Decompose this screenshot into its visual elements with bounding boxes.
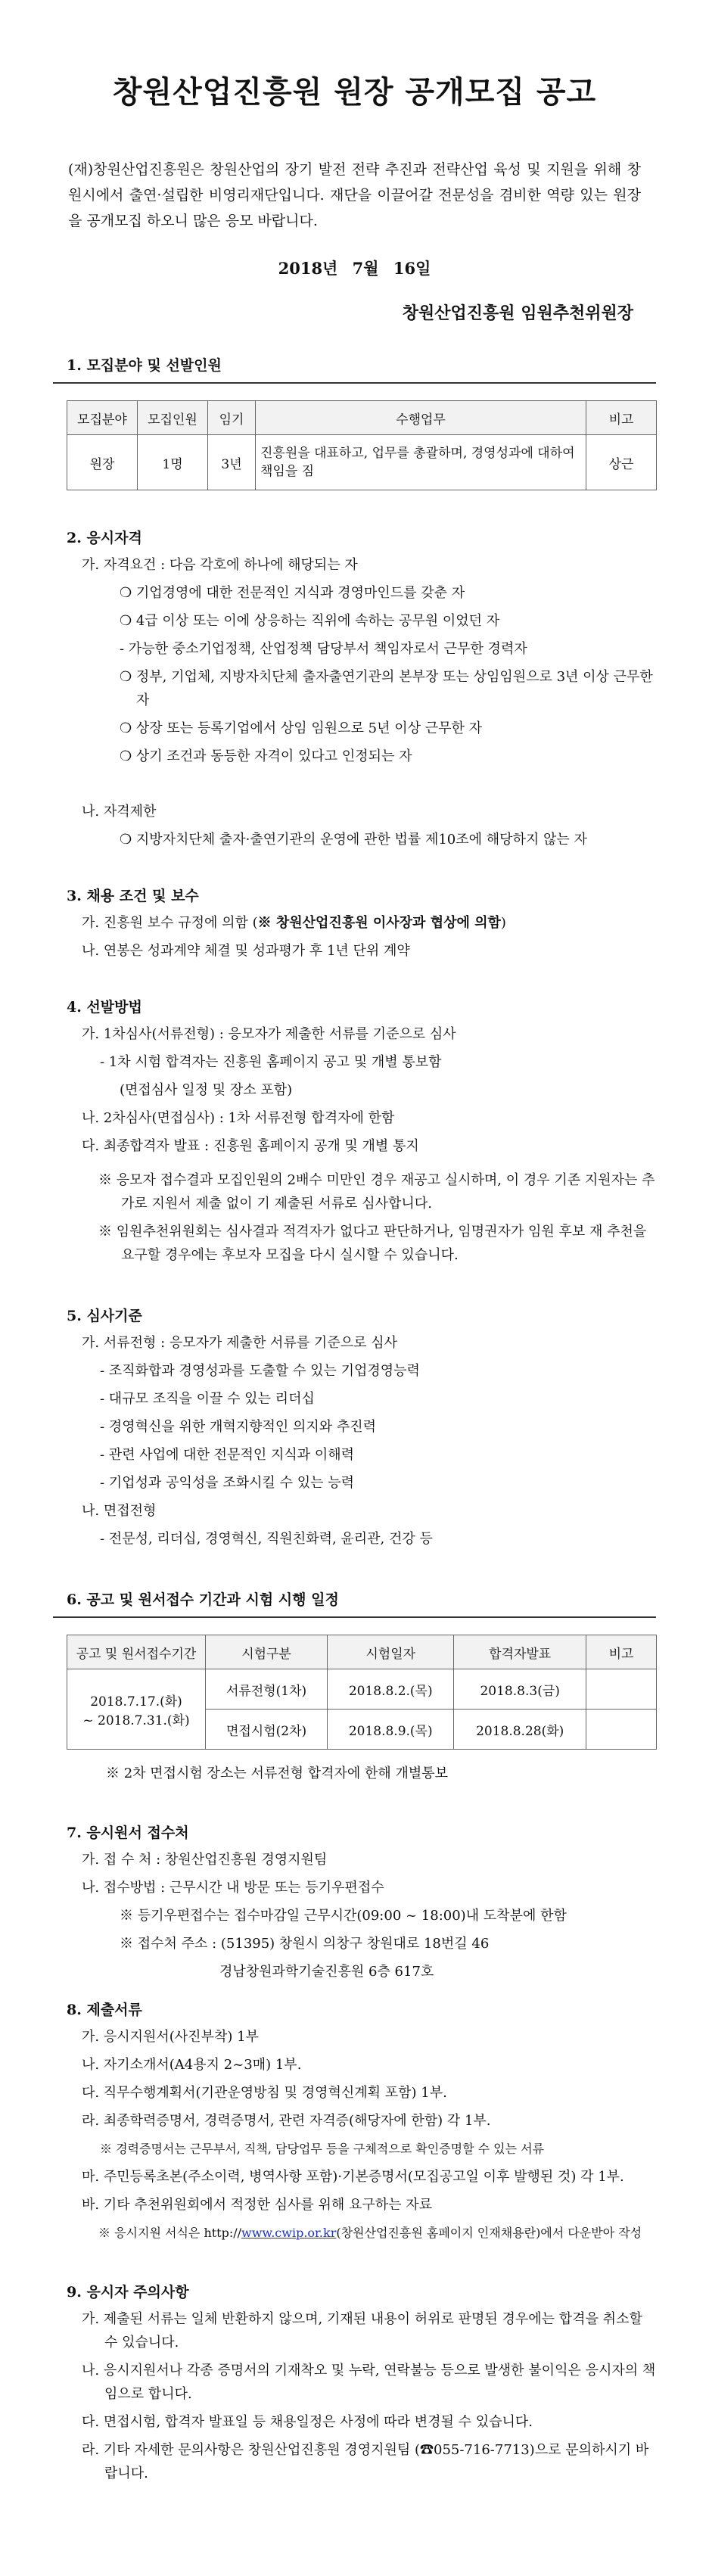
list-item: 나. 면접전형 (82, 1503, 157, 1519)
list-item: 다. 면접시험, 합격자 발표일 등 채용일정은 사정에 따라 변경될 수 있습니다. (82, 2414, 533, 2430)
note: ※ 경력증명서는 근무부서, 직책, 담당업무 등을 구체적으로 확인증명할 수 있는 서류 (100, 2142, 545, 2156)
table-cell: 3년 (208, 435, 256, 490)
col-header: 임기 (208, 401, 256, 435)
table-row (67, 435, 657, 490)
note (53, 2221, 656, 2245)
table-header-row (67, 1635, 657, 1669)
table-row (67, 1669, 657, 1710)
section-heading: 8. 제출서류 (67, 2002, 142, 2018)
list-item: - 전문성, 리더십, 경영혁신, 직원친화력, 윤리관, 건강 등 (100, 1531, 433, 1547)
list-item: 가. 서류전형 : 응모자가 제출한 서류를 기준으로 심사 (82, 1335, 397, 1351)
intro-paragraph: (재)창원산업진흥원은 창원산업의 장기 발전 전략 추진과 전략산업 육성 및 지원을 위해 창원시에서 출연·설립한 비영리재단입니다. 재단을 이끌어갈 전문성을 겸비한 역량 있는 원장을 공개모집 하오니 많은 응모 바랍니다. (68, 161, 641, 229)
section-heading: 7. 응시원서 접수처 (67, 1825, 189, 1841)
table-cell: 상근 (586, 435, 657, 490)
list-item: - 가능한 중소기업정책, 산업정책 담당부서 책임자로서 근무한 경력자 (120, 641, 527, 657)
table-cell: 면접시험(2차) (206, 1710, 328, 1750)
list-item: ❍ 4급 이상 또는 이에 상응하는 직위에 속하는 공무원 이었던 자 (120, 613, 500, 629)
salary-rule (53, 911, 656, 935)
section-cautions (53, 2281, 656, 2485)
list-item: ❍ 상장 또는 등록기업에서 상임 임원으로 5년 이상 근무한 자 (120, 720, 483, 736)
table-cell (586, 1710, 657, 1750)
list-item: 마. 주민등록초본(주소이력, 병역사항 포함)·기본증명서(모집공고일 이후 발행된 것) 각 1부. (82, 2169, 624, 2185)
section-application (53, 1822, 656, 1983)
note: ※ 임원추천위원회는 심사결과 적격자가 없다고 판단하거나, 임명권자가 임원 후보 재 추천을 요구할 경우에는 후보자 모집을 다시 실시할 수 있습니다. (98, 1224, 647, 1263)
table-cell: 서류전형(1차) (206, 1669, 328, 1710)
list-item: 나. 2차심사(면접심사) : 1차 서류전형 합격자에 한함 (82, 1110, 395, 1126)
note: ※ 등기우편접수는 접수마감일 근무시간(09:00 ~ 18:00)내 도착분에 한함 (120, 1908, 567, 1924)
list-item: 가. 1차심사(서류전형) : 응모자가 제출한 서류를 기준으로 심사 (82, 1026, 456, 1042)
section-selection (53, 996, 656, 1267)
list-item: 나. 접수방법 : 근무시간 내 방문 또는 등기우편접수 (82, 1880, 384, 1896)
list-item: - 경영혁신을 위한 개혁지향적인 의지와 추진력 (100, 1419, 377, 1435)
section-schedule (53, 1588, 656, 1785)
list-item: 바. 기타 추천위원회에서 적정한 심사를 위해 요구하는 자료 (82, 2197, 433, 2213)
list-item: 라. 기타 자세한 문의사항은 창원산업진흥원 경영지원팀 (☎055-716-7713)으로 문의하시기 바랍니다. (82, 2442, 649, 2481)
table-cell: 2018.8.2.(목) (328, 1669, 454, 1710)
note: ※ 접수처 주소 : (51395) 창원시 의창구 창원대로 18번길 46 (120, 1936, 490, 1952)
section-heading: 2. 응시자격 (67, 530, 142, 546)
issuing-organization: 창원산업진흥원 임원추천위원장 (402, 303, 633, 323)
list-item: - 1차 시험 합격자는 진흥원 홈페이지 공고 및 개별 통보함 (100, 1054, 442, 1070)
list-item: 나. 자기소개서(A4용지 2~3매) 1부. (82, 2057, 302, 2073)
qualification-restrictions: 나. 자격제한 (82, 804, 157, 820)
address-line: 경남창원과학기술진흥원 6층 617호 (219, 1964, 434, 1980)
table-cell: 2018.8.9.(목) (328, 1710, 454, 1750)
period-start: 2018.7.17.(화) (90, 1694, 182, 1710)
table-cell (586, 1669, 657, 1710)
note-text: ※ 응시지원 서식은 http:// (98, 2226, 242, 2240)
col-header: 모집인원 (138, 401, 208, 435)
page-title: 창원산업진흥원 원장 공개모집 공고 (112, 74, 597, 110)
col-header: 모집분야 (67, 401, 138, 435)
period-end: ~ 2018.7.31.(화) (82, 1713, 190, 1728)
col-header: 수행업무 (256, 401, 586, 435)
list-item: - 관련 사업에 대한 전문적인 지식과 이해력 (100, 1447, 355, 1463)
note-text: (창원산업진흥원 홈페이지 인재채용란)에서 다운받아 작성 (336, 2226, 642, 2240)
contract-rule: 나. 연봉은 성과계약 체결 및 성과평가 후 1년 단위 계약 (82, 943, 410, 959)
table-cell (67, 1669, 206, 1750)
section-criteria (53, 1305, 656, 1551)
list-item: - 기업성과 공익성을 조화시킬 수 있는 능력 (100, 1475, 355, 1491)
list-item: 가. 제출된 서류는 일체 반환하지 않으며, 기재된 내용이 허위로 판명된 경우에는 합격을 취소할 수 있습니다. (82, 2311, 642, 2350)
list-item: ❍ 기업경영에 대한 전문적인 지식과 경영마인드를 갖춘 자 (120, 585, 465, 601)
list-item: - 대규모 조직을 이끌 수 있는 리더십 (100, 1391, 315, 1407)
section-heading: 4. 선발방법 (67, 999, 142, 1016)
list-item: 가. 응시지원서(사진부착) 1부 (82, 2029, 259, 2045)
col-header: 시험일자 (328, 1635, 454, 1669)
col-header: 시험구분 (206, 1635, 328, 1669)
salary-rule-close: ) (500, 915, 506, 931)
col-header: 공고 및 원서접수기간 (67, 1635, 206, 1669)
list-item: 나. 응시지원서나 각종 증명서의 기재착오 및 누락, 연락불능 등으로 발생한 불이익은 응시자의 책임으로 합니다. (82, 2363, 656, 2402)
table-cell: 2018.8.3(금) (454, 1669, 586, 1710)
section-qualifications (53, 527, 656, 851)
list-item: 가. 접 수 처 : 창원산업진흥원 경영지원팀 (82, 1852, 328, 1868)
section-heading: 6. 공고 및 원서접수 기간과 시험 시행 일정 (53, 1588, 656, 1618)
col-header: 합격자발표 (454, 1635, 586, 1669)
section-heading: 3. 채용 조건 및 보수 (67, 888, 199, 904)
list-item: - 조직화합과 경영성과를 도출할 수 있는 기업경영능력 (100, 1363, 420, 1379)
section-heading: 1. 모집분야 및 선발인원 (53, 354, 656, 384)
note: ※ 2차 면접시험 장소는 서류전형 합격자에 한해 개별통보 (106, 1766, 449, 1781)
salary-rule-note: ※ 창원산업진흥원 이사장과 협상에 의함 (257, 915, 501, 931)
list-item: ❍ 지방자치단체 출자·출연기관의 운영에 관한 법률 제10조에 해당하지 않는 자 (120, 832, 587, 848)
schedule-table (67, 1635, 657, 1750)
list-item: ❍ 상기 조건과 동등한 자격이 있다고 인정되는 자 (120, 748, 412, 764)
homepage-link[interactable]: www.cwip.or.kr (241, 2226, 337, 2240)
qualification-requirements: 가. 자격요건 : 다음 각호에 하나에 해당되는 자 (82, 557, 358, 573)
announcement-date: 2018년 7월 16일 (278, 259, 431, 278)
list-item: ❍ 정부, 기업체, 지방자치단체 출자출연기관의 본부장 또는 상임임원으로 3년 이상 근무한 자 (120, 669, 653, 708)
list-item: 다. 최종합격자 발표 : 진흥원 홈페이지 공개 및 개별 통지 (82, 1138, 419, 1154)
list-item: 라. 최종학력증명서, 경력증명서, 관련 자격증(해당자에 한함) 각 1부. (82, 2113, 491, 2129)
note: ※ 응모자 접수결과 모집인원의 2배수 미만인 경우 재공고 실시하며, 이 경우 기존 지원자는 추가로 지원서 제출 없이 기 제출된 서류로 심사합니다. (98, 1172, 655, 1212)
section-conditions (53, 885, 656, 963)
section-heading: 9. 응시자 주의사항 (67, 2284, 189, 2301)
section-heading: 5. 심사기준 (67, 1308, 142, 1324)
table-cell: 1명 (138, 435, 208, 490)
col-header: 비고 (586, 401, 657, 435)
table-cell: 원장 (67, 435, 138, 490)
table-header-row (67, 401, 657, 435)
section-recruitment (53, 354, 656, 490)
list-item: 다. 직무수행계획서(기관운영방침 및 경영혁신계획 포함) 1부. (82, 2085, 447, 2101)
section-documents (53, 1999, 656, 2245)
list-item: (면접심사 일정 및 장소 포함) (120, 1082, 293, 1098)
salary-rule-text: 가. 진흥원 보수 규정에 의함 ( (82, 915, 258, 931)
recruitment-table (67, 400, 657, 490)
col-header: 비고 (586, 1635, 657, 1669)
table-cell: 진흥원을 대표하고, 업무를 총괄하며, 경영성과에 대하여 책임을 짐 (256, 435, 586, 490)
table-cell: 2018.8.28(화) (454, 1710, 586, 1750)
